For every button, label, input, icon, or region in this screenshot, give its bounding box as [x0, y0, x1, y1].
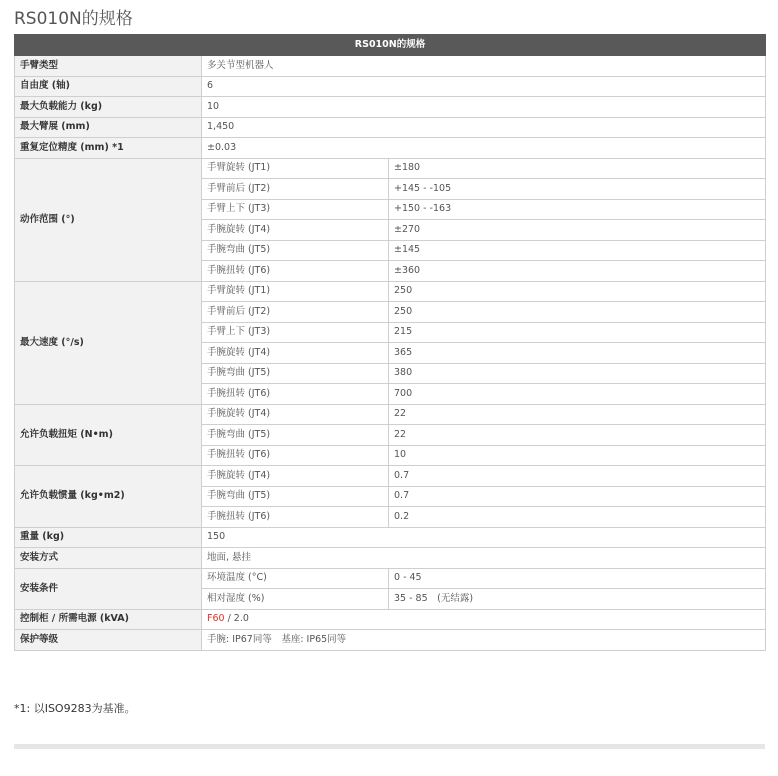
joint-value: ±180	[389, 158, 766, 179]
row-label-torque: 允许负载扭矩 (N•m)	[15, 404, 202, 466]
row-label-install-conditions: 安装条件	[15, 568, 202, 609]
condition-label: 环境温度 (°C)	[202, 568, 389, 589]
row-value-mass: 150	[202, 527, 766, 548]
joint-label: 手腕扭转 (JT6)	[202, 384, 389, 405]
table-row	[15, 609, 766, 630]
joint-label: 手腕旋转 (JT4)	[202, 343, 389, 364]
joint-label: 手腕扭转 (JT6)	[202, 507, 389, 528]
table-row	[15, 630, 766, 651]
table-row	[15, 138, 766, 159]
table-row	[15, 404, 766, 425]
row-value-dof: 6	[202, 76, 766, 97]
row-value-controller	[202, 609, 766, 630]
joint-value: 0.2	[389, 507, 766, 528]
joint-label: 手臂旋转 (JT1)	[202, 281, 389, 302]
joint-label: 手臂前后 (JT2)	[202, 302, 389, 323]
condition-value: 35 - 85 (无结露)	[389, 589, 766, 610]
joint-value: +145 - -105	[389, 179, 766, 200]
row-label-arm-type: 手臂类型	[15, 56, 202, 77]
row-value-protection: 手腕: IP67同等 基座: IP65同等	[202, 630, 766, 651]
joint-value: 10	[389, 445, 766, 466]
joint-label: 手腕弯曲 (JT5)	[202, 486, 389, 507]
controller-power: / 2.0	[224, 613, 249, 625]
row-label-repeatability: 重复定位精度 (mm) *1	[15, 138, 202, 159]
joint-label: 手臂旋转 (JT1)	[202, 158, 389, 179]
joint-value: 22	[389, 404, 766, 425]
joint-value: ±145	[389, 240, 766, 261]
row-label-controller: 控制柜 / 所需电源 (kVA)	[15, 609, 202, 630]
table-row	[15, 527, 766, 548]
table-row	[15, 466, 766, 487]
row-label-inertia: 允许负载惯量 (kg•m2)	[15, 466, 202, 528]
controller-model-link[interactable]: F60	[207, 613, 225, 625]
table-row	[15, 158, 766, 179]
row-value-mounting: 地面, 悬挂	[202, 548, 766, 569]
condition-label: 相对湿度 (%)	[202, 589, 389, 610]
table-row	[15, 117, 766, 138]
table-row	[15, 97, 766, 118]
table-row	[15, 56, 766, 77]
row-label-dof: 自由度 (轴)	[15, 76, 202, 97]
row-label-reach: 最大臂展 (mm)	[15, 117, 202, 138]
joint-label: 手腕弯曲 (JT5)	[202, 240, 389, 261]
joint-value: 250	[389, 281, 766, 302]
joint-value: 0.7	[389, 486, 766, 507]
joint-label: 手腕旋转 (JT4)	[202, 466, 389, 487]
row-label-mass: 重量 (kg)	[15, 527, 202, 548]
table-row	[15, 568, 766, 589]
table-row	[15, 548, 766, 569]
row-label-motion-range: 动作范围 (°)	[15, 158, 202, 281]
joint-value: 0.7	[389, 466, 766, 487]
joint-label: 手腕弯曲 (JT5)	[202, 363, 389, 384]
row-label-payload: 最大负载能力 (kg)	[15, 97, 202, 118]
joint-value: 215	[389, 322, 766, 343]
row-value-reach: 1,450	[202, 117, 766, 138]
row-value-repeatability: ±0.03	[202, 138, 766, 159]
joint-label: 手腕扭转 (JT6)	[202, 261, 389, 282]
condition-value: 0 - 45	[389, 568, 766, 589]
joint-label: 手腕弯曲 (JT5)	[202, 425, 389, 446]
joint-value: 365	[389, 343, 766, 364]
joint-value: 22	[389, 425, 766, 446]
joint-value: 250	[389, 302, 766, 323]
table-header: RS010N的规格	[15, 35, 766, 56]
bottom-divider	[14, 744, 765, 749]
joint-label: 手腕扭转 (JT6)	[202, 445, 389, 466]
table-header-row	[15, 35, 766, 56]
table-row	[15, 281, 766, 302]
joint-label: 手臂上下 (JT3)	[202, 199, 389, 220]
row-label-protection: 保护等级	[15, 630, 202, 651]
joint-label: 手腕旋转 (JT4)	[202, 220, 389, 241]
row-value-payload: 10	[202, 97, 766, 118]
joint-label: 手腕旋转 (JT4)	[202, 404, 389, 425]
table-row	[15, 76, 766, 97]
joint-value: 380	[389, 363, 766, 384]
joint-value: ±270	[389, 220, 766, 241]
spec-table	[14, 34, 766, 651]
row-label-max-speed: 最大速度 (°/s)	[15, 281, 202, 404]
joint-label: 手臂前后 (JT2)	[202, 179, 389, 200]
page-title: RS010N的规格	[14, 9, 133, 29]
joint-value: +150 - -163	[389, 199, 766, 220]
row-value-arm-type: 多关节型机器人	[202, 56, 766, 77]
joint-label: 手臂上下 (JT3)	[202, 322, 389, 343]
joint-value: ±360	[389, 261, 766, 282]
joint-value: 700	[389, 384, 766, 405]
footnote: *1: 以ISO9283为基准。	[14, 702, 136, 715]
row-label-mounting: 安装方式	[15, 548, 202, 569]
